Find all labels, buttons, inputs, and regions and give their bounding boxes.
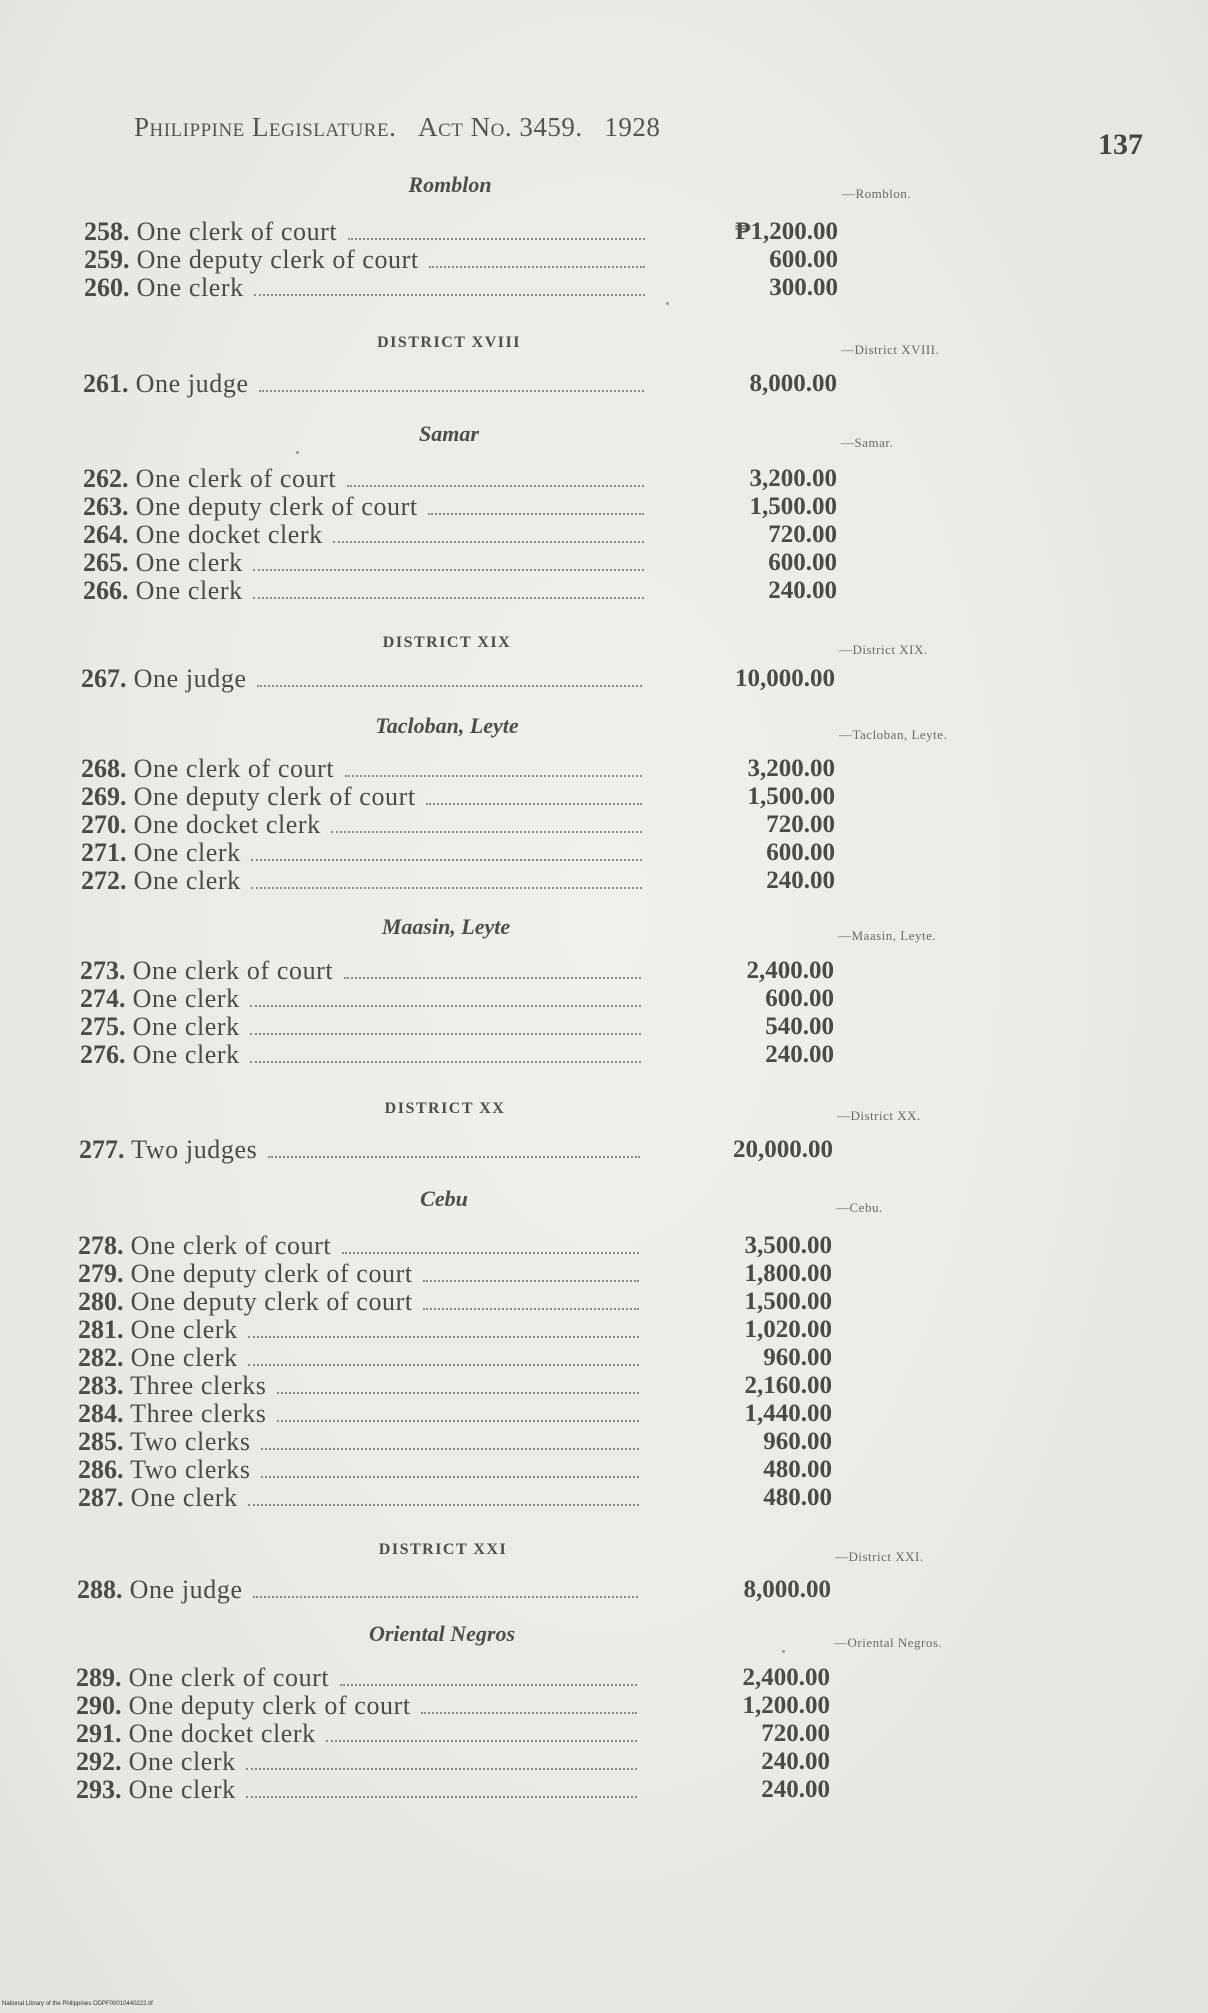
item-number: 261. [83, 369, 129, 398]
item-number: 280. [78, 1287, 124, 1316]
marginal-note: —District XVIII. [841, 342, 940, 357]
item-number: 284. [78, 1399, 124, 1428]
item-amount: 1,020.00 [744, 1316, 832, 1343]
marginal-note: —District XIX. [839, 642, 928, 657]
line-item [83, 493, 643, 521]
item-amount: 3,200.00 [747, 755, 835, 782]
section-heading: Samar [419, 421, 479, 446]
item-amount: 240.00 [761, 1776, 830, 1803]
item-description: One docket clerk [126, 810, 321, 839]
section-heading: Cebu [420, 1186, 468, 1211]
item-number: 291. [76, 1719, 122, 1748]
dot-leader [251, 887, 642, 889]
dot-leader [331, 831, 642, 833]
item-description: One deputy clerk of court [129, 245, 419, 274]
marginal-note: —District XXI. [835, 1549, 924, 1564]
page-number: 137 [1098, 128, 1143, 161]
scan-footer: National Library of the Philippines ODPF00010440222.tif [2, 2001, 153, 2007]
line-item [76, 1692, 636, 1720]
line-item [79, 1136, 639, 1164]
district-heading: DISTRICT XXI [378, 1541, 508, 1558]
line-item [84, 274, 644, 302]
item-amount: 300.00 [769, 274, 838, 301]
item-amount: 1,500.00 [744, 1288, 832, 1315]
item-number: 271. [81, 838, 127, 867]
line-item [80, 985, 640, 1013]
item-number: 286. [78, 1455, 124, 1484]
item-description: One clerk of court [126, 754, 335, 783]
item-number: 274. [80, 984, 126, 1013]
dot-leader [428, 513, 644, 515]
item-amount: 960.00 [763, 1344, 832, 1371]
item-number: 272. [81, 866, 127, 895]
line-item [78, 1260, 638, 1288]
item-number: 290. [76, 1691, 122, 1720]
dot-leader [259, 390, 644, 392]
item-number: 283. [78, 1371, 124, 1400]
item-amount: 2,400.00 [746, 957, 834, 984]
dot-leader [253, 1596, 638, 1598]
item-amount: 600.00 [765, 985, 834, 1012]
item-description: One clerk [129, 273, 244, 302]
line-item [81, 755, 641, 783]
dot-leader [250, 1005, 641, 1007]
item-description: One clerk [125, 1012, 240, 1041]
item-number: 266. [83, 576, 129, 605]
item-number: 265. [83, 548, 129, 577]
item-amount: 2,160.00 [744, 1372, 832, 1399]
item-amount: 720.00 [766, 811, 835, 838]
item-amount: 600.00 [768, 549, 837, 576]
dot-leader [257, 685, 642, 687]
line-item [78, 1288, 638, 1316]
item-description: One clerk of court [128, 464, 337, 493]
item-description: One deputy clerk of court [123, 1287, 413, 1316]
dot-leader [250, 1061, 641, 1063]
line-item [77, 1576, 637, 1604]
section-heading: Romblon [408, 172, 492, 197]
ink-speck [782, 1650, 785, 1653]
line-item [81, 839, 641, 867]
item-amount: 960.00 [763, 1428, 832, 1455]
dot-leader [277, 1392, 639, 1394]
item-amount: 1,800.00 [744, 1260, 832, 1287]
item-description: One judge [128, 369, 249, 398]
item-number: 288. [77, 1575, 123, 1604]
item-amount: 240.00 [761, 1748, 830, 1775]
dot-leader [344, 977, 641, 979]
ink-speck [296, 451, 299, 454]
item-description: One judge [122, 1575, 243, 1604]
marginal-note: —Romblon. [842, 186, 912, 201]
dot-leader [248, 1336, 639, 1338]
item-description: One clerk of court [121, 1663, 330, 1692]
item-amount: 240.00 [768, 577, 837, 604]
item-amount: 1,500.00 [747, 783, 835, 810]
line-item [80, 1013, 640, 1041]
item-description: One clerk [121, 1775, 236, 1804]
item-amount: 480.00 [763, 1456, 832, 1483]
item-amount: 240.00 [765, 1041, 834, 1068]
item-number: 281. [78, 1315, 124, 1344]
item-amount: 540.00 [765, 1013, 834, 1040]
dot-leader [246, 1796, 637, 1798]
ink-speck [666, 302, 669, 305]
marginal-note: —District XX. [837, 1108, 921, 1123]
marginal-note: —Cebu. [836, 1200, 883, 1215]
item-number: 262. [83, 464, 129, 493]
line-item [76, 1776, 636, 1804]
item-description: One clerk [121, 1747, 236, 1776]
item-amount: 600.00 [769, 246, 838, 273]
item-amount: 20,000.00 [733, 1136, 833, 1163]
marginal-note: —Maasin, Leyte. [838, 928, 937, 943]
running-head-legislature: Philippine Legislature. [134, 112, 397, 142]
line-item [84, 218, 644, 246]
item-number: 267. [81, 664, 127, 693]
item-number: 269. [81, 782, 127, 811]
dot-leader [426, 803, 642, 805]
item-description: One clerk [126, 866, 241, 895]
item-description: Two judges [124, 1135, 258, 1164]
item-description: One clerk of court [123, 1231, 332, 1260]
item-description: One clerk of court [125, 956, 334, 985]
item-number: 285. [78, 1427, 124, 1456]
item-number: 289. [76, 1663, 122, 1692]
dot-leader [342, 1252, 639, 1254]
line-item [81, 867, 641, 895]
item-amount: 8,000.00 [749, 370, 837, 397]
item-number: 264. [83, 520, 129, 549]
item-description: One clerk [126, 838, 241, 867]
line-item [83, 370, 643, 398]
item-description: Three clerks [123, 1371, 267, 1400]
item-amount: 600.00 [766, 839, 835, 866]
line-item [78, 1400, 638, 1428]
dot-leader [253, 569, 644, 571]
line-item [78, 1456, 638, 1484]
item-number: 258. [84, 217, 130, 246]
item-amount: 480.00 [763, 1484, 832, 1511]
running-head-act: Act No. 3459. [418, 112, 583, 142]
running-head-year: 1928 [604, 112, 661, 142]
dot-leader [250, 1033, 641, 1035]
item-description: One clerk [128, 548, 243, 577]
dot-leader [277, 1420, 639, 1422]
line-item [80, 957, 640, 985]
line-item [78, 1344, 638, 1372]
line-item [83, 465, 643, 493]
item-description: One clerk of court [129, 217, 338, 246]
item-description: One clerk [123, 1343, 238, 1372]
item-number: 276. [80, 1040, 126, 1069]
item-number: 293. [76, 1775, 122, 1804]
dot-leader [246, 1768, 637, 1770]
dot-leader [340, 1684, 637, 1686]
item-number: 287. [78, 1483, 124, 1512]
section-heading: Oriental Negros [368, 1621, 516, 1646]
item-amount: 720.00 [768, 521, 837, 548]
item-description: One clerk [123, 1315, 238, 1344]
item-amount: 2,400.00 [742, 1664, 830, 1691]
line-item [83, 577, 643, 605]
dot-leader [261, 1476, 639, 1478]
running-head [134, 112, 660, 143]
dot-leader [253, 597, 644, 599]
line-item [78, 1428, 638, 1456]
item-amount: ₱1,200.00 [735, 218, 838, 245]
line-item [78, 1372, 638, 1400]
line-item [78, 1484, 638, 1512]
marginal-note: —Samar. [841, 435, 894, 450]
item-description: Two clerks [123, 1455, 251, 1484]
item-description: One judge [126, 664, 247, 693]
dot-leader [326, 1740, 637, 1742]
marginal-note: —Oriental Negros. [834, 1635, 943, 1650]
item-description: One deputy clerk of court [121, 1691, 411, 1720]
item-number: 270. [81, 810, 127, 839]
line-item [83, 549, 643, 577]
item-number: 275. [80, 1012, 126, 1041]
item-amount: 1,200.00 [742, 1692, 830, 1719]
item-description: One docket clerk [121, 1719, 316, 1748]
line-item [81, 811, 641, 839]
dot-leader [268, 1156, 640, 1158]
item-description: One clerk [128, 576, 243, 605]
section-heading: Tacloban, Leyte [375, 713, 519, 738]
line-item [81, 665, 641, 693]
item-amount: 3,500.00 [744, 1232, 832, 1259]
item-number: 282. [78, 1343, 124, 1372]
item-number: 260. [84, 273, 130, 302]
item-description: One docket clerk [128, 520, 323, 549]
item-amount: 8,000.00 [743, 1576, 831, 1603]
item-amount: 720.00 [761, 1720, 830, 1747]
dot-leader [248, 1364, 639, 1366]
dot-leader [254, 294, 645, 296]
item-number: 278. [78, 1231, 124, 1260]
item-number: 279. [78, 1259, 124, 1288]
line-item [76, 1664, 636, 1692]
dot-leader [345, 775, 642, 777]
item-amount: 10,000.00 [735, 665, 835, 692]
marginal-note: —Tacloban, Leyte. [839, 727, 948, 742]
line-item [78, 1316, 638, 1344]
district-heading: DISTRICT XIX [382, 634, 512, 651]
item-description: One clerk [125, 1040, 240, 1069]
district-heading: DISTRICT XVIII [377, 334, 521, 351]
line-item [81, 783, 641, 811]
dot-leader [248, 1504, 639, 1506]
dot-leader [261, 1448, 639, 1450]
dot-leader [429, 266, 645, 268]
line-item [76, 1748, 636, 1776]
item-description: Three clerks [123, 1399, 267, 1428]
item-number: 273. [80, 956, 126, 985]
item-number: 292. [76, 1747, 122, 1776]
item-number: 277. [79, 1135, 125, 1164]
dot-leader [423, 1308, 639, 1310]
dot-leader [333, 541, 644, 543]
item-number: 263. [83, 492, 129, 521]
line-item [76, 1720, 636, 1748]
dot-leader [251, 859, 642, 861]
item-description: One clerk [123, 1483, 238, 1512]
item-description: One deputy clerk of court [123, 1259, 413, 1288]
item-number: 268. [81, 754, 127, 783]
line-item [78, 1232, 638, 1260]
dot-leader [348, 238, 645, 240]
item-amount: 1,440.00 [744, 1400, 832, 1427]
line-item [84, 246, 644, 274]
item-number: 259. [84, 245, 130, 274]
section-heading: Maasin, Leyte [381, 914, 511, 939]
item-description: One deputy clerk of court [126, 782, 416, 811]
district-heading: DISTRICT XX [384, 1100, 506, 1117]
dot-leader [421, 1712, 637, 1714]
line-item [80, 1041, 640, 1069]
line-item [83, 521, 643, 549]
item-description: Two clerks [123, 1427, 251, 1456]
item-amount: 1,500.00 [749, 493, 837, 520]
dot-leader [347, 485, 644, 487]
dot-leader [423, 1280, 639, 1282]
item-amount: 240.00 [766, 867, 835, 894]
item-amount: 3,200.00 [749, 465, 837, 492]
item-description: One deputy clerk of court [128, 492, 418, 521]
item-description: One clerk [125, 984, 240, 1013]
